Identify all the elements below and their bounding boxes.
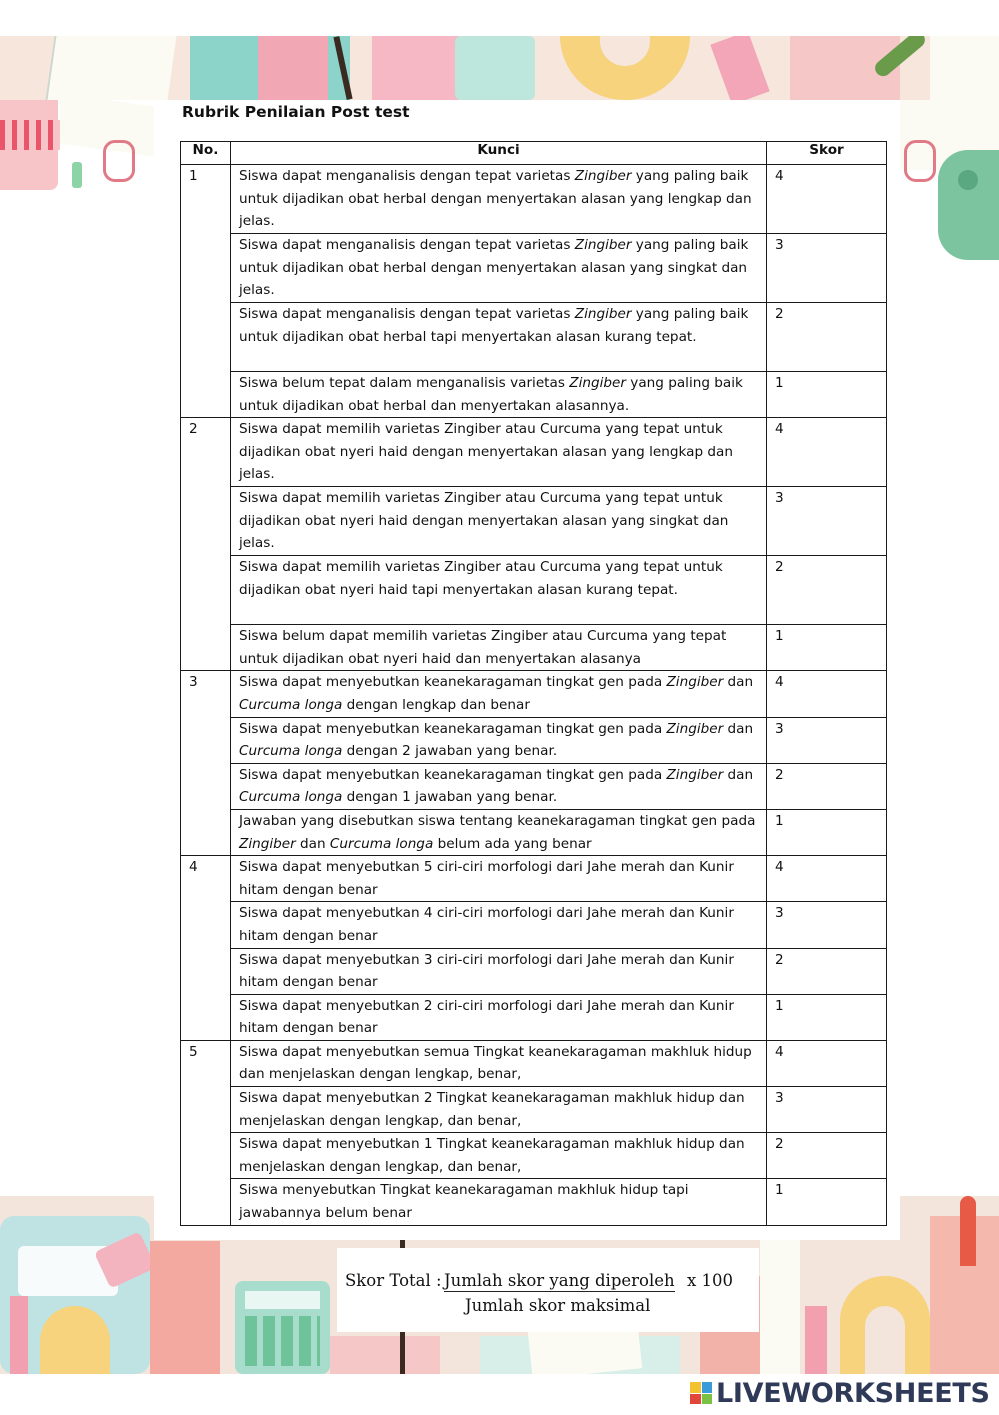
kunci-cell [231,1133,767,1179]
kunci-cell [231,902,767,948]
liveworksheets-logo-icon [690,1382,712,1404]
table-row [181,303,887,372]
kunci-text: dengan 2 jawaban yang benar. [342,743,558,760]
table-row [181,856,887,902]
table-row [181,234,887,303]
skor-cell: 2 [767,556,887,625]
score-formula [337,1248,759,1332]
kunci-text: yang paling baik untuk dijadikan obat herbal tapi menyertakan alasan kurang tepat. [239,306,749,345]
kunci-text: Siswa dapat menyebutkan 2 Tingkat keanekaragaman makhluk hidup dan menjelaskan dengan lengkap, dan benar, [239,1090,745,1129]
skor-cell: 1 [767,809,887,855]
decorative-left-illustration [0,100,160,240]
kunci-cell [231,717,767,763]
italic-term: Curcuma longa [239,696,343,713]
table-row [181,763,887,809]
table-row [181,1179,887,1225]
kunci-cell [231,856,767,902]
table-row [181,165,887,234]
skor-cell: 2 [767,1133,887,1179]
kunci-text: dan [723,674,754,691]
skor-cell: 4 [767,671,887,717]
kunci-text: yang paling baik untuk dijadikan obat herbal dengan menyertakan alasan yang singkat dan jelas. [239,237,749,299]
kunci-text: yang paling baik untuk dijadikan obat herbal dan menyertakan alasannya. [239,375,743,414]
skor-cell: 1 [767,1179,887,1225]
kunci-text: Siswa dapat memilih varietas Zingiber atau Curcuma yang tepat untuk dijadikan obat nyeri haid dengan menyertakan alasan yang singkat dan jelas. [239,490,729,552]
skor-cell: 4 [767,165,887,234]
italic-term: Zingiber [574,306,632,322]
item-number-cell: 2 [181,418,231,671]
kunci-text: Siswa dapat menyebutkan 5 ciri-ciri morfologi dari Jahe merah dan Kunir hitam dengan benar [239,859,734,898]
decorative-header-illustration [0,36,999,100]
skor-cell: 1 [767,994,887,1040]
skor-cell: 3 [767,717,887,763]
italic-term: Curcuma longa [239,743,343,760]
kunci-cell [231,625,767,671]
table-row [181,902,887,948]
kunci-text: Siswa dapat menyebutkan 3 ciri-ciri morfologi dari Jahe merah dan Kunir hitam dengan benar [239,951,734,991]
table-row [181,809,887,855]
kunci-text: yang paling baik untuk dijadikan obat herbal dengan menyertakan alasan yang lengkap dan jelas. [239,168,752,230]
italic-term: Zingiber [569,375,626,391]
skor-cell: 2 [767,763,887,809]
kunci-cell [231,1040,767,1086]
kunci-cell [231,994,767,1040]
table-row [181,1040,887,1086]
italic-term: Curcuma longa [239,789,343,806]
kunci-cell [231,671,767,717]
kunci-cell [231,556,767,625]
table-row [181,994,887,1040]
formula-numerator: Jumlah skor yang diperoleh [444,1271,675,1290]
skor-cell: 1 [767,372,887,418]
italic-term: Zingiber [239,835,296,852]
kunci-text: Siswa dapat menyebutkan keanekaragaman tingkat gen pada [239,766,667,783]
column-header-kunci: Kunci [231,142,767,165]
kunci-text: Siswa dapat memilih varietas Zingiber atau Curcuma yang tepat untuk dijadikan obat nyeri haid dengan menyertakan alasan yang lengkap dan jelas. [239,421,734,483]
kunci-text: Jawaban yang disebutkan siswa tentang keanekaragaman tingkat gen pada [239,812,756,829]
kunci-cell [231,418,767,487]
kunci-cell [231,809,767,855]
table-row [181,948,887,994]
italic-term: Zingiber [574,237,632,253]
formula-denominator: Jumlah skor maksimal [465,1296,651,1315]
table-row [181,418,887,487]
skor-cell: 4 [767,856,887,902]
kunci-text: dan [723,720,754,737]
skor-cell: 1 [767,625,887,671]
kunci-text: Siswa dapat menyebutkan semua Tingkat keanekaragaman makhluk hidup dan menjelaskan dengan lengkap, benar, [239,1043,752,1083]
kunci-text: Siswa dapat menganalisis dengan tepat varietas [239,306,575,322]
kunci-cell [231,1087,767,1133]
table-row [181,1087,887,1133]
liveworksheets-wordmark: LIVEWORKSHEETS [716,1377,990,1409]
italic-term: Zingiber [666,766,724,783]
kunci-text: Siswa dapat menyebutkan 4 ciri-ciri morfologi dari Jahe merah dan Kunir hitam dengan benar [239,905,734,944]
kunci-text: Siswa dapat menyebutkan keanekaragaman tingkat gen pada [239,674,667,691]
formula-label: Skor Total : [345,1271,442,1290]
kunci-cell [231,303,767,372]
kunci-text: belum ada yang benar [433,835,592,852]
kunci-cell [231,487,767,556]
italic-term: Zingiber [666,674,724,691]
kunci-text: Siswa belum dapat memilih varietas Zingiber atau Curcuma yang tepat untuk dijadikan obat nyeri haid dan menyertakan alasanya [239,628,727,667]
skor-cell: 3 [767,902,887,948]
kunci-text: dengan lengkap dan benar [342,696,530,713]
kunci-cell [231,234,767,303]
item-number-cell: 3 [181,671,231,856]
table-row [181,487,887,556]
kunci-cell [231,763,767,809]
skor-cell: 4 [767,418,887,487]
column-header-no: No. [181,142,231,165]
skor-cell: 3 [767,487,887,556]
kunci-text: Siswa dapat menyebutkan keanekaragaman tingkat gen pada [239,720,667,737]
kunci-cell [231,372,767,418]
kunci-text: Siswa menyebutkan Tingkat keanekaragaman makhluk hidup tapi jawabannya belum benar [239,1182,689,1222]
page-title: Rubrik Penilaian Post test [182,103,410,121]
table-row [181,556,887,625]
skor-cell: 3 [767,1087,887,1133]
kunci-text: Siswa dapat menyebutkan 2 ciri-ciri morfologi dari Jahe merah dan Kunir hitam dengan benar [239,997,734,1037]
rubric-table [180,141,887,1226]
kunci-text: Siswa belum tepat dalam menganalisis varietas [239,375,570,391]
skor-cell: 3 [767,234,887,303]
italic-term: Zingiber [574,168,632,184]
kunci-text: Siswa dapat memilih varietas Zingiber atau Curcuma yang tepat untuk dijadikan obat nyeri haid tapi menyertakan alasan kurang tepat. [239,559,723,598]
table-row [181,1133,887,1179]
table-header-row [181,142,887,165]
kunci-cell [231,948,767,994]
item-number-cell: 5 [181,1040,231,1225]
skor-cell: 2 [767,948,887,994]
rubric-table-body [181,165,887,1226]
item-number-cell: 4 [181,856,231,1041]
italic-term: Curcuma longa [329,835,434,852]
kunci-text: Siswa dapat menganalisis dengan tepat varietas [239,237,575,253]
skor-cell: 2 [767,303,887,372]
table-row [181,717,887,763]
table-row [181,625,887,671]
formula-multiplier: x 100 [687,1271,734,1290]
kunci-cell [231,165,767,234]
italic-term: Zingiber [666,720,724,737]
liveworksheets-brand [690,1376,990,1410]
table-row [181,671,887,717]
kunci-text: Siswa dapat menyebutkan 1 Tingkat keanekaragaman makhluk hidup dan menjelaskan dengan lengkap, dan benar, [239,1136,745,1175]
kunci-text: Siswa dapat menganalisis dengan tepat varietas [239,168,575,184]
kunci-text: dengan 1 jawaban yang benar. [342,789,558,806]
kunci-text: dan [295,835,330,852]
table-row [181,372,887,418]
kunci-cell [231,1179,767,1225]
item-number-cell: 1 [181,165,231,418]
kunci-text: dan [723,766,754,783]
decorative-right-illustration [898,100,999,270]
skor-cell: 4 [767,1040,887,1086]
column-header-skor: Skor [767,142,887,165]
